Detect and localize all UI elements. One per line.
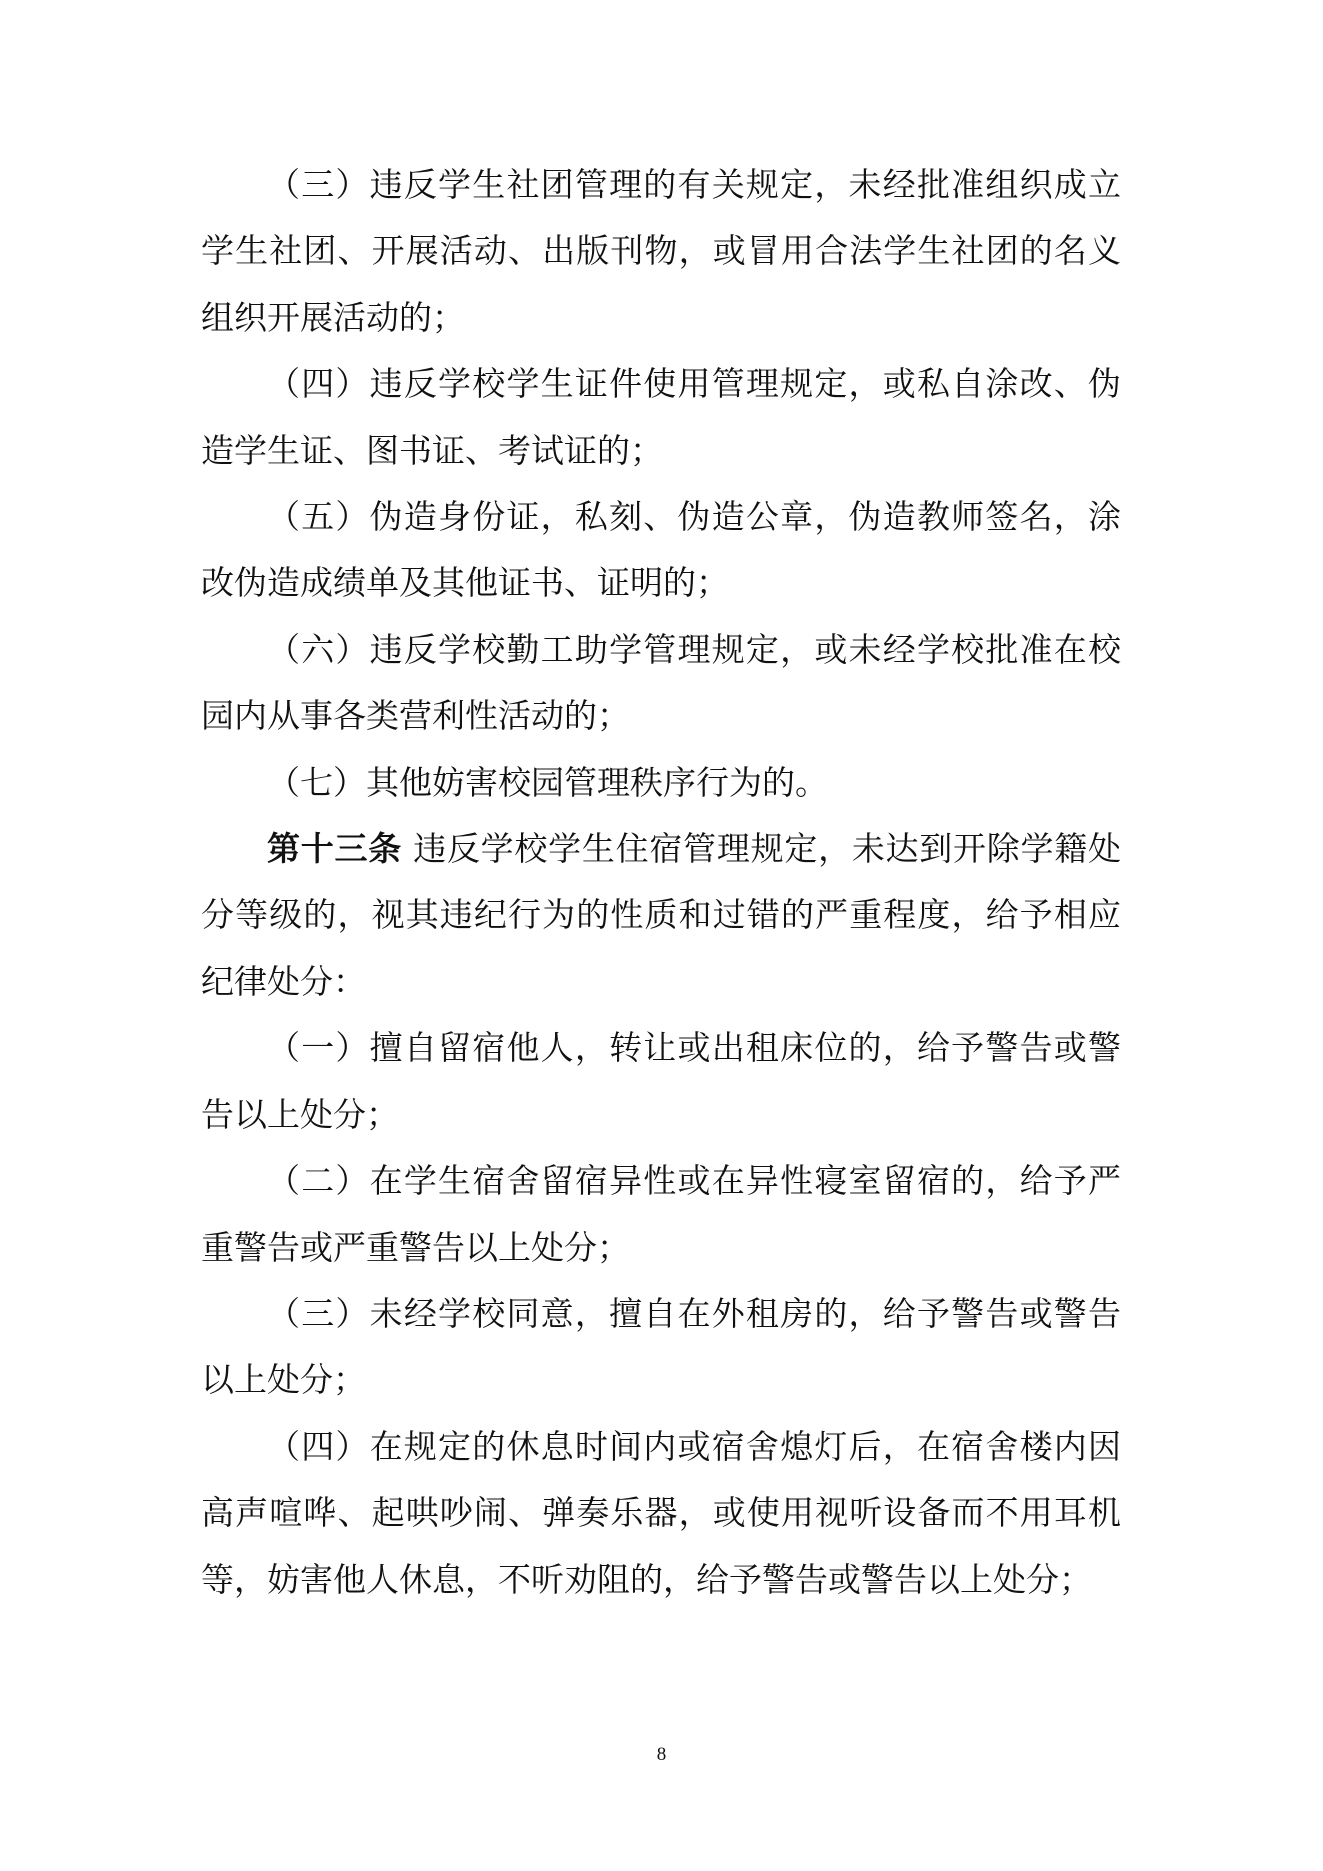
paragraph-item-6: [201, 617, 1121, 750]
paragraph-text: （三）违反学生社团管理的有关规定，未经批准组织成立学生社团、开展活动、出版刊物，或冒用合法学生社团的名义组织开展活动的；: [201, 165, 1121, 337]
paragraph-item-3b: [201, 1281, 1121, 1414]
paragraph-item-3: [201, 152, 1121, 351]
paragraph-text: （七）其他妨害校园管理秩序行为的。: [267, 762, 828, 802]
paragraph-item-5: [201, 484, 1121, 617]
document-body: [201, 152, 1121, 1613]
article-13: [201, 816, 1121, 1015]
paragraph-item-7: [201, 750, 1121, 816]
paragraph-text: （四）违反学校学生证件使用管理规定，或私自涂改、伪造学生证、图书证、考试证的；: [201, 364, 1121, 470]
paragraph-item-2: [201, 1148, 1121, 1281]
paragraph-text: （六）违反学校勤工助学管理规定，或未经学校批准在校园内从事各类营利性活动的；: [201, 629, 1121, 736]
paragraph-text: （四）在规定的休息时间内或宿舍熄灯后，在宿舍楼内因高声喧哗、起哄吵闹、弹奏乐器，或使用视听设备而不用耳机等，妨害他人休息，不听劝阻的，给予警告或警告以上处分；: [201, 1426, 1121, 1599]
paragraph-item-4: [201, 351, 1121, 484]
article-heading: 第十三条: [267, 829, 402, 869]
paragraph-item-1: [201, 1015, 1121, 1148]
paragraph-text: （三）未经学校同意，擅自在外租房的，给予警告或警告以上处分；: [201, 1293, 1121, 1400]
paragraph-item-4b: [201, 1414, 1121, 1613]
paragraph-text: （五）伪造身份证，私刻、伪造公章，伪造教师签名，涂改伪造成绩单及其他证书、证明的；: [201, 497, 1121, 603]
paragraph-text: （二）在学生宿舍留宿异性或在异性寝室留宿的，给予严重警告或严重警告以上处分；: [201, 1161, 1121, 1267]
paragraph-text: （一）擅自留宿他人，转让或出租床位的，给予警告或警告以上处分；: [201, 1028, 1121, 1134]
page-number: 8: [656, 1744, 667, 1765]
paragraph-text: 违反学校学生住宿管理规定，未达到开除学籍处分等级的，视其违纪行为的性质和过错的严重程度，给予相应纪律处分：: [201, 829, 1121, 1001]
